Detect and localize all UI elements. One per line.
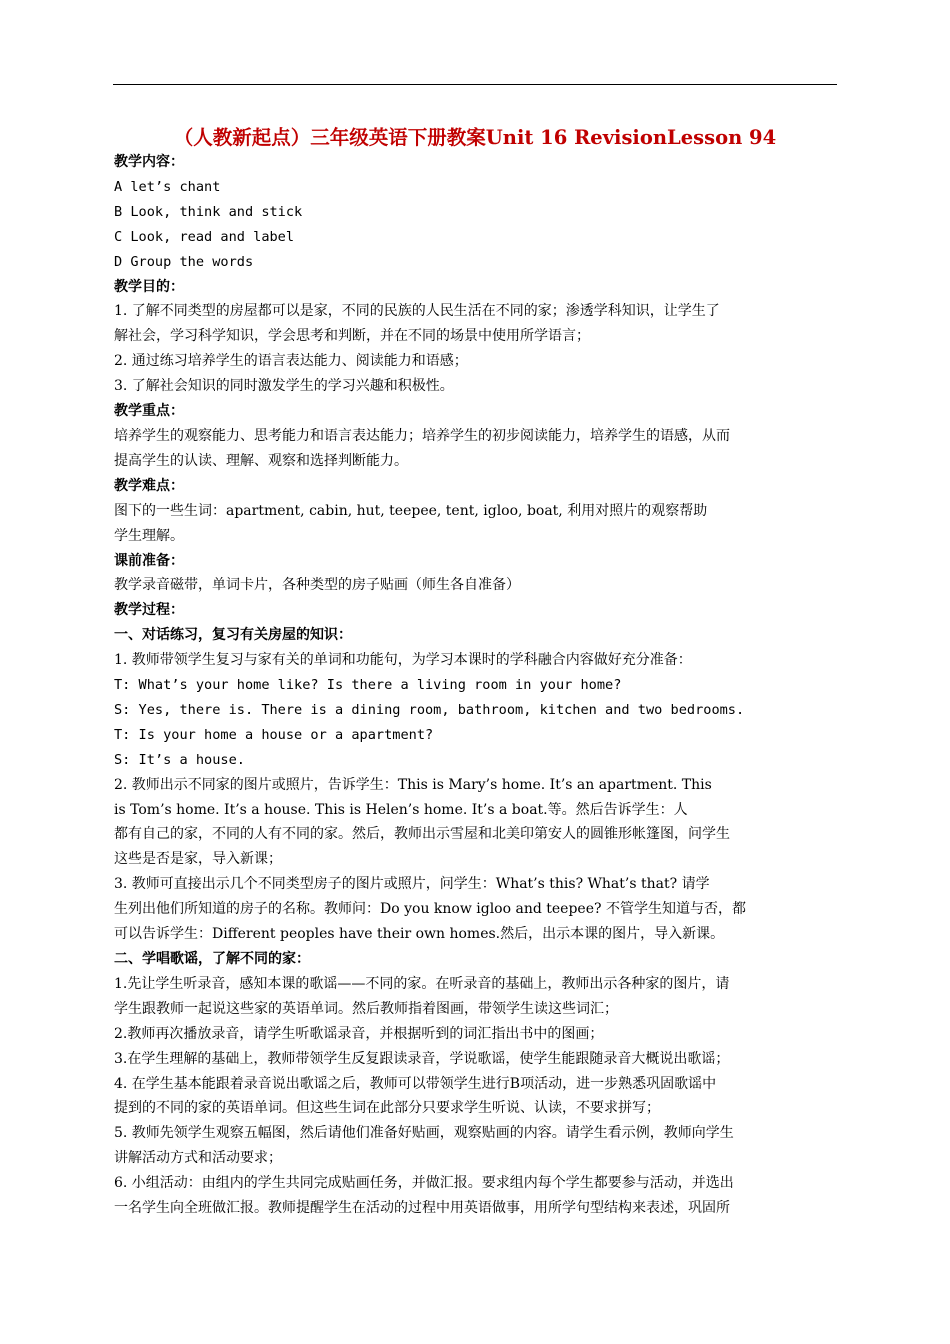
body-line: 解社会，学习科学知识，学会思考和判断，并在不同的场景中使用所学语言； [114, 328, 590, 345]
body-line: S: Yes, there is. There is a dining room, bathroom, kitchen and two bedrooms. [114, 701, 745, 718]
section-heading: 教学难点： [114, 477, 184, 494]
body-line: A let’s chant [114, 178, 221, 195]
body-line: 1. 了解不同类型的房屋都可以是家，不同的民族的人民生活在不同的家；渗透学科知识，让学生了 [114, 303, 720, 320]
section-heading: 教学重点： [114, 403, 184, 420]
body-line: 培养学生的观察能力、思考能力和语言表达能力；培养学生的初步阅读能力，培养学生的语感，从而 [114, 427, 730, 444]
body-line: 讲解活动方式和活动要求； [114, 1150, 282, 1167]
body-line: C Look, read and label [114, 228, 295, 245]
body-line: 1. 教师带领学生复习与家有关的单词和功能句，为学习本课时的学科融合内容做好充分准备： [114, 652, 692, 669]
document-title: （人教新起点）三年级英语下册教案Unit 16 RevisionLesson 94 [173, 126, 777, 149]
body-line: 2.教师再次播放录音，请学生听歌谣录音，并根据听到的词汇指出书中的图画； [114, 1025, 604, 1042]
body-line: S: It’s a house. [114, 751, 245, 768]
body-line: 这些是否是家，导入新课； [114, 851, 282, 868]
body-line: 3.在学生理解的基础上，教师带领学生反复跟读录音，学说歌谣，使学生能跟随录音大概说出歌谣； [114, 1050, 730, 1067]
body-line: 4. 在学生基本能跟着录音说出歌谣之后，教师可以带领学生进行B项活动，进一步熟悉巩固歌谣中 [114, 1075, 717, 1092]
body-line: 生列出他们所知道的房子的名称。教师问：Do you know igloo and teepee? 不管学生知道与否，都 [114, 901, 746, 918]
body-line: 学生跟教师一起说这些家的英语单词。然后教师指着图画，带领学生读这些词汇； [114, 1000, 618, 1017]
section-heading: 课前准备： [114, 552, 184, 569]
header-rule [113, 84, 837, 85]
body-line: 3. 教师可直接出示几个不同类型房子的图片或照片，问学生：What’s this? What’s that? 请学 [114, 876, 710, 893]
body-line: 提到的不同的家的英语单词。但这些生词在此部分只要求学生听说、认读，不要求拼写； [114, 1100, 660, 1117]
body-line: B Look, think and stick [114, 203, 303, 220]
body-line: 教学录音磁带，单词卡片，各种类型的房子贴画（师生各自准备） [114, 577, 520, 594]
body-line: 图下的一些生词：apartment, cabin, hut, teepee, tent, igloo, boat, 利用对照片的观察帮助 [114, 502, 708, 519]
body-line: 6. 小组活动：由组内的学生共同完成贴画任务，并做汇报。要求组内每个学生都要参与活动，并选出 [114, 1175, 734, 1192]
body-line: 1.先让学生听录音，感知本课的歌谣——不同的家。在听录音的基础上，教师出示各种家的图片，请 [114, 975, 730, 992]
section-heading: 一、对话练习，复习有关房屋的知识： [114, 627, 352, 644]
body-line: is Tom’s home. It’s a house. This is Helen’s home. It’s a boat.等。然后告诉学生：人 [114, 801, 688, 818]
body-line: T: Is your home a house or a apartment? [114, 726, 434, 743]
body-line: 都有自己的家，不同的人有不同的家。然后，教师出示雪屋和北美印第安人的圆锥形帐篷图，问学生 [114, 826, 730, 843]
section-heading: 教学内容： [114, 154, 184, 170]
body-line: 可以告诉学生：Different peoples have their own homes.然后，出示本课的图片，导入新课。 [114, 926, 725, 943]
body-line: 提高学生的认读、理解、观察和选择判断能力。 [114, 452, 408, 469]
body-line: 2. 教师出示不同家的图片或照片，告诉学生：This is Mary’s home. It’s an apartment. This [114, 776, 712, 793]
body-line: 5. 教师先领学生观察五幅图，然后请他们准备好贴画，观察贴画的内容。请学生看示例，教师向学生 [114, 1125, 734, 1142]
section-heading: 教学目的： [114, 278, 184, 295]
body-line: T: What’s your home like? Is there a living room in your home? [114, 677, 622, 694]
section-heading: 二、学唱歌谣，了解不同的家： [114, 951, 310, 967]
body-line: 学生理解。 [114, 527, 184, 544]
document-body [114, 150, 836, 1221]
body-line: 一名学生向全班做汇报。教师提醒学生在活动的过程中用英语做事，用所学句型结构来表述，巩固所 [114, 1200, 730, 1217]
body-line: 2. 通过练习培养学生的语言表达能力、阅读能力和语感； [114, 353, 468, 370]
body-line: D Group the words [114, 253, 254, 270]
section-heading: 教学过程： [114, 602, 184, 619]
body-line: 3. 了解社会知识的同时激发学生的学习兴趣和积极性。 [114, 378, 454, 395]
